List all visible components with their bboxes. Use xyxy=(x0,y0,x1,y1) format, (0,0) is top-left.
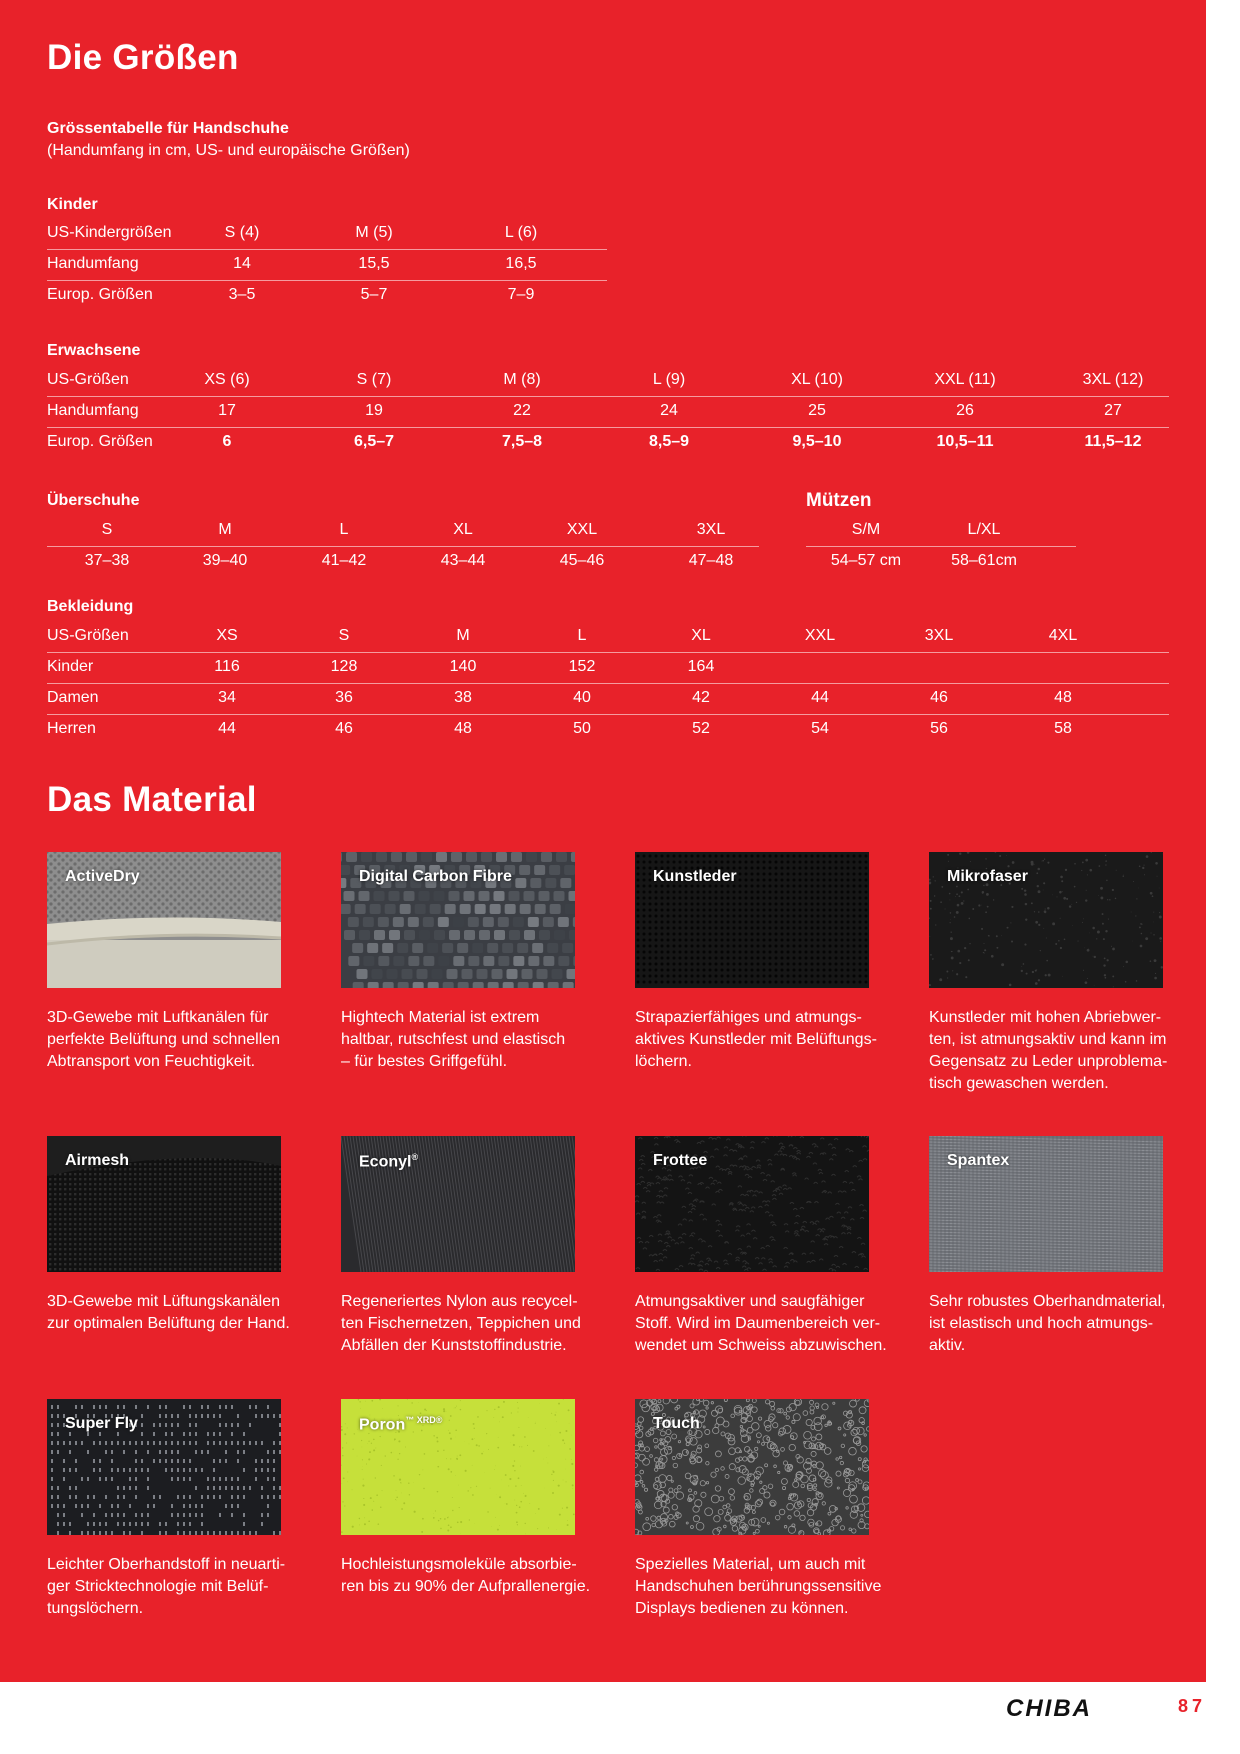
overshoes-heading: Überschuhe xyxy=(47,492,140,509)
table-row xyxy=(806,546,1076,577)
table-cell: S xyxy=(338,627,350,644)
material-title: Das Material xyxy=(47,780,257,819)
table-cell: XXL xyxy=(804,627,836,644)
table-cell: 116 xyxy=(214,658,240,675)
table-cell: XS (6) xyxy=(204,371,250,388)
table-cell: 152 xyxy=(568,658,596,675)
material-description: Hochleistungsmoleküle absorbie- ren bis zu 90% der Aufprallenergie. xyxy=(341,1556,591,1595)
table-cell: 43–44 xyxy=(440,552,486,569)
row-label: Europ. Größen xyxy=(47,286,153,303)
table-cell: 26 xyxy=(956,402,974,419)
table-row xyxy=(47,621,1169,653)
page-margin xyxy=(1206,0,1240,1682)
table-cell: S xyxy=(101,521,113,538)
material-swatch-carbon-grid xyxy=(341,852,575,988)
table-cell: 3XL xyxy=(696,521,726,538)
table-cell: 5–7 xyxy=(360,286,388,303)
gloves-heading: Grössentabelle für Handschuhe xyxy=(47,120,289,137)
material-swatch-mesh-grey xyxy=(47,852,281,988)
row-label: Handumfang xyxy=(47,402,139,419)
table-cell: 25 xyxy=(808,402,826,419)
table-cell: 54–57 cm xyxy=(830,552,902,569)
svg-text:CHIBA: CHIBA xyxy=(1006,1695,1092,1721)
table-cell: 164 xyxy=(687,658,715,675)
table-cell: 54 xyxy=(811,720,829,737)
table-cell: L (6) xyxy=(504,224,538,241)
table-cell: 7–9 xyxy=(507,286,535,303)
row-label: Handumfang xyxy=(47,255,139,272)
table-row xyxy=(47,280,607,311)
table-cell: 15,5 xyxy=(358,255,390,272)
row-label: Herren xyxy=(47,720,96,737)
row-label: Damen xyxy=(47,689,99,706)
table-row xyxy=(47,218,607,250)
table-cell: 38 xyxy=(454,689,472,706)
table-cell: 7,5–8 xyxy=(501,433,543,450)
material-description: Atmungsaktiver und saugfähiger Stoff. Wird im Daumenbereich ver- wendet um Schweiss abzuwischen. xyxy=(635,1293,887,1354)
material-swatch-perforated-black xyxy=(635,852,869,988)
table-cell: 3XL xyxy=(924,627,954,644)
table-cell: 42 xyxy=(692,689,710,706)
sizes-title: Die Größen xyxy=(47,38,239,77)
table-cell: 3XL (12) xyxy=(1082,371,1144,388)
table-cell: 8,5–9 xyxy=(648,433,690,450)
table-cell: XS xyxy=(216,627,238,644)
material-description: Sehr robustes Oberhandmaterial, ist elastisch und hoch atmungs- aktiv. xyxy=(929,1293,1166,1354)
table-cell: 58–61cm xyxy=(951,552,1017,569)
material-swatch-terry-black xyxy=(635,1136,869,1272)
table-cell: 6 xyxy=(222,433,232,450)
material-description: Leichter Oberhandstoff in neuarti- ger Stricktechnologie mit Belüf- tungslöchern. xyxy=(47,1556,286,1617)
clothing-heading: Bekleidung xyxy=(47,598,134,615)
table-row xyxy=(47,652,1169,684)
table-row xyxy=(47,427,1169,458)
table-cell: XL xyxy=(453,521,473,538)
table-cell: XXL xyxy=(566,521,598,538)
adults-heading: Erwachsene xyxy=(47,342,141,359)
table-cell: XXL (11) xyxy=(934,371,996,388)
table-cell: 17 xyxy=(218,402,236,419)
table-cell: M xyxy=(218,521,232,538)
table-cell: 24 xyxy=(660,402,678,419)
table-cell: 11,5–12 xyxy=(1084,433,1142,450)
table-cell: M (8) xyxy=(503,371,541,388)
material-swatch-foam-lime xyxy=(341,1399,575,1535)
table-cell: 52 xyxy=(692,720,710,737)
table-cell: 50 xyxy=(573,720,591,737)
material-description: Hightech Material ist extrem haltbar, rutschfest und elastisch – für bestes Griffgefühl. xyxy=(341,1009,566,1070)
table-row xyxy=(47,546,759,577)
material-description: Strapazierfähiges und atmungs- aktives Kunstleder mit Belüftungs- löchern. xyxy=(635,1009,877,1070)
row-label: US-Größen xyxy=(47,627,129,644)
material-name: Econyl® xyxy=(359,1152,419,1171)
row-label: US-Größen xyxy=(47,371,129,388)
table-cell: 48 xyxy=(1054,689,1072,706)
table-cell: L xyxy=(577,627,587,644)
table-cell: 4XL xyxy=(1048,627,1078,644)
material-description: Spezielles Material, um auch mit Handschuhen berührungssensitive Displays bedienen zu können. xyxy=(635,1556,882,1617)
caps-heading: Mützen xyxy=(806,490,872,511)
table-cell: 40 xyxy=(573,689,591,706)
material-name: Poron$^{™ XRD®}$ xyxy=(359,1415,443,1434)
material-description: Regeneriertes Nylon aus recycel- ten Fischernetzen, Teppichen und Abfällen der Kunststoffindustrie. xyxy=(341,1293,581,1354)
table-cell: 58 xyxy=(1054,720,1072,737)
table-cell: 3–5 xyxy=(228,286,256,303)
table-cell: 10,5–11 xyxy=(936,433,994,450)
table-cell: 39–40 xyxy=(202,552,248,569)
table-cell: 44 xyxy=(811,689,829,706)
table-cell: 45–46 xyxy=(559,552,605,569)
material-name: Touch xyxy=(653,1415,700,1432)
table-cell: S (4) xyxy=(224,224,260,241)
material-swatch-airmesh-black xyxy=(47,1136,281,1272)
table-cell: 140 xyxy=(449,658,477,675)
table-cell: S (7) xyxy=(356,371,392,388)
material-description: 3D-Gewebe mit Lüftungskanälen zur optimalen Belüftung der Hand. xyxy=(47,1293,290,1332)
table-cell: 44 xyxy=(218,720,236,737)
table-cell: 27 xyxy=(1104,402,1122,419)
table-cell: XL xyxy=(691,627,711,644)
row-label: Europ. Größen xyxy=(47,433,153,450)
material-description: 3D-Gewebe mit Luftkanälen für perfekte Belüftung und schnellen Abtransport von Feuchtigkeit. xyxy=(47,1009,281,1070)
table-cell: M xyxy=(456,627,470,644)
material-name: ActiveDry xyxy=(65,868,140,885)
table-cell: 48 xyxy=(454,720,472,737)
table-row xyxy=(47,714,1169,745)
material-swatch-touch-grey xyxy=(635,1399,869,1535)
table-cell: 41–42 xyxy=(321,552,367,569)
table-cell: 34 xyxy=(218,689,236,706)
material-description: Kunstleder mit hohen Abriebwer- ten, ist atmungsaktiv und kann im Gegensatz zu Leder unproblema- tisch gewaschen werden. xyxy=(929,1009,1168,1092)
row-label: US-Kindergrößen xyxy=(47,224,172,241)
chiba-logo xyxy=(1006,1695,1134,1721)
table-cell: 6,5–7 xyxy=(353,433,395,450)
table-cell: 19 xyxy=(365,402,383,419)
table-cell: 128 xyxy=(330,658,358,675)
material-name: Kunstleder xyxy=(653,868,737,885)
table-cell: 46 xyxy=(335,720,353,737)
material-name: Frottee xyxy=(653,1152,708,1169)
table-cell: XL (10) xyxy=(791,371,843,388)
table-cell: 36 xyxy=(335,689,353,706)
table-cell: L (9) xyxy=(652,371,686,388)
row-label: Kinder xyxy=(47,658,94,675)
table-row xyxy=(806,515,1076,547)
table-cell: 14 xyxy=(233,255,251,272)
table-cell: 46 xyxy=(930,689,948,706)
material-name: Digital Carbon Fibre xyxy=(359,868,512,885)
material-name: Airmesh xyxy=(65,1152,130,1169)
table-row xyxy=(47,396,1169,428)
material-swatch-knit-dark xyxy=(341,1136,575,1272)
material-swatch-dots-black xyxy=(47,1399,281,1535)
table-row xyxy=(47,515,759,547)
material-swatch-knit-grey xyxy=(929,1136,1163,1272)
table-cell: 16,5 xyxy=(505,255,537,272)
material-name: Spantex xyxy=(947,1152,1010,1169)
kids-heading: Kinder xyxy=(47,196,98,213)
table-row xyxy=(47,249,607,281)
table-cell: M (5) xyxy=(355,224,393,241)
table-cell: 47–48 xyxy=(688,552,734,569)
material-swatch-suede-black xyxy=(929,852,1163,988)
table-row xyxy=(47,683,1169,715)
table-cell: 56 xyxy=(930,720,948,737)
gloves-subheading: (Handumfang in cm, US- und europäische Größen) xyxy=(47,142,410,159)
table-cell: L xyxy=(339,521,349,538)
table-cell: S/M xyxy=(851,521,881,538)
table-cell: 37–38 xyxy=(84,552,130,569)
table-cell: L/XL xyxy=(967,521,1001,538)
material-name: Super Fly xyxy=(65,1415,138,1432)
table-row xyxy=(47,365,1169,397)
page-number: 87 xyxy=(1178,1696,1207,1716)
material-name: Mikrofaser xyxy=(947,868,1028,885)
table-cell: 22 xyxy=(513,402,531,419)
table-cell: 9,5–10 xyxy=(792,433,842,450)
